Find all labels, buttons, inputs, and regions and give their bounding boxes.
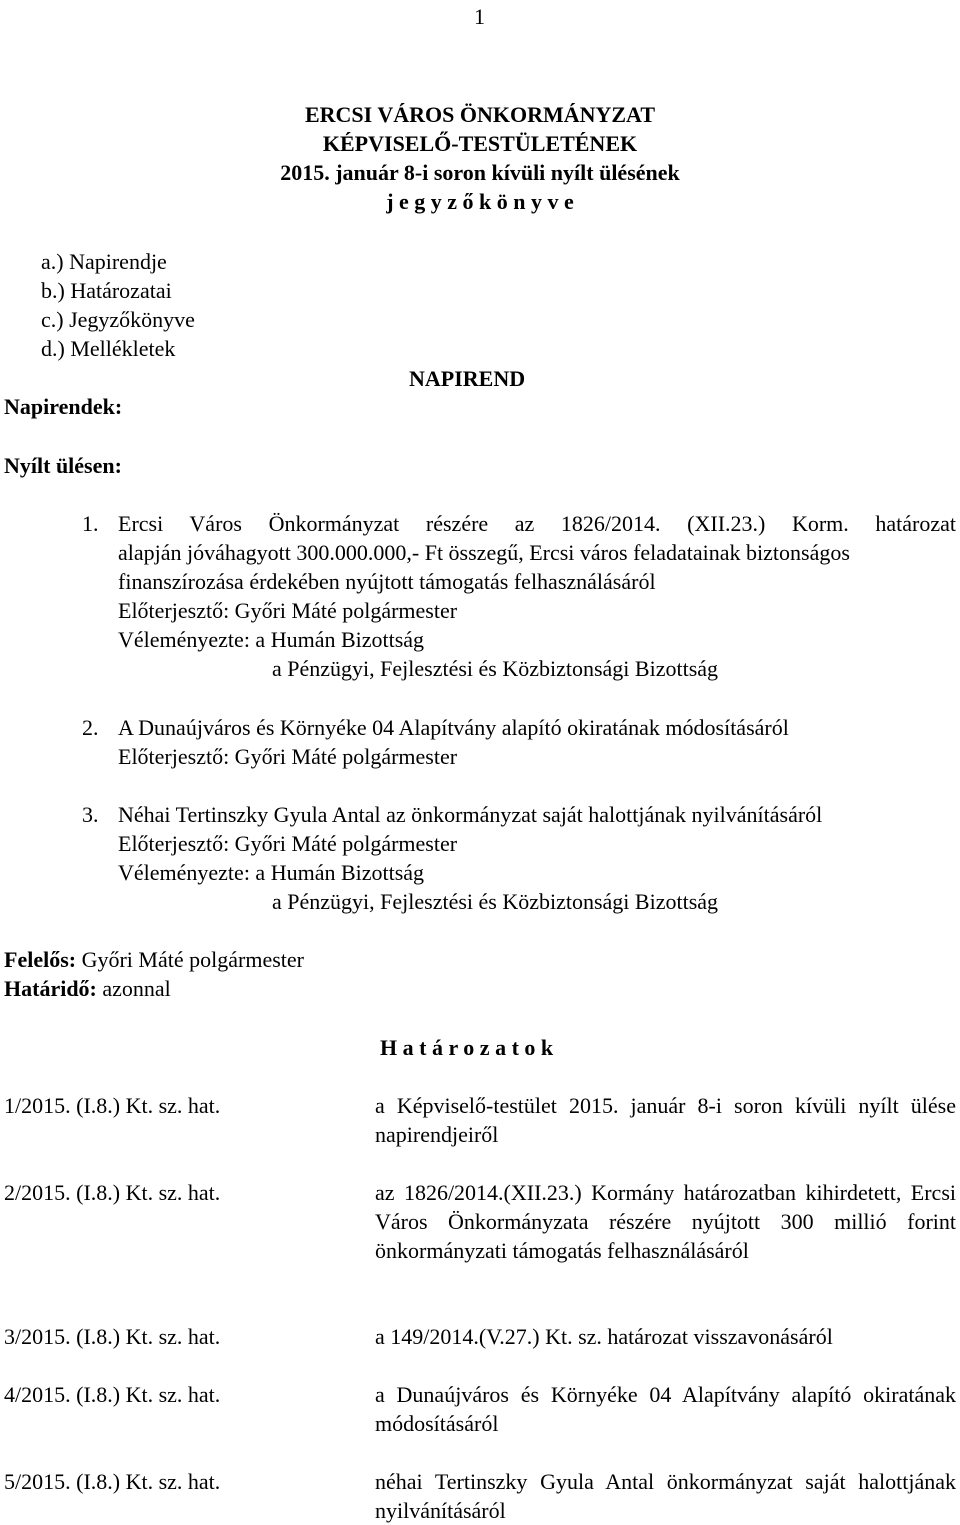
resolution-5-text: néhai Tertinszky Gyula Antal önkormányzat saját halottjának nyilvánításáról [375, 1469, 956, 1523]
agenda-1-title-line3: finanszírozása érdekében nyújtott támogatás felhasználásáról [118, 569, 656, 594]
napirendek-label: Napirendek: [4, 394, 123, 419]
agenda-3-title: Néhai Tertinszky Gyula Antal az önkormányzat saját halottjának nyilvánításáról [118, 802, 823, 827]
header-title-line1: ERCSI VÁROS ÖNKORMÁNYZAT [304, 102, 655, 127]
page-number: 1 [474, 4, 485, 29]
napirend-title: NAPIREND [409, 366, 526, 391]
header-title-line4: j e g y z ő k ö n y v e [386, 189, 574, 214]
contents-item-d: d.) Mellékletek [41, 336, 176, 361]
resolution-2-id: 2/2015. (I.8.) Kt. sz. hat. [4, 1180, 221, 1205]
felelos-label: Felelős: [4, 947, 77, 972]
agenda-1-number: 1. [82, 511, 99, 536]
hatarozatok-title: H a t á r o z a t o k [380, 1035, 554, 1060]
nyilt-ulesen-label: Nyílt ülésen: [4, 453, 122, 478]
contents-item-c: c.) Jegyzőkönyve [41, 307, 195, 332]
resolution-1-text: a Képviselő-testület 2015. január 8-i soron kívüli nyílt ülése napirendjeiről [375, 1093, 956, 1147]
agenda-1-presenter: Előterjesztő: Győri Máté polgármester [118, 598, 458, 623]
agenda-3-presenter: Előterjesztő: Győri Máté polgármester [118, 831, 458, 856]
agenda-2-number: 2. [82, 715, 99, 740]
agenda-1-title-line2: alapján jóváhagyott 300.000.000,- Ft összegű, Ercsi város feladatainak biztonságos [118, 540, 850, 565]
hatarido-value: azonnal [96, 976, 171, 1001]
agenda-1-reviewer2: a Pénzügyi, Fejlesztési és Közbiztonsági Bizottság [272, 656, 719, 681]
agenda-3-reviewer2: a Pénzügyi, Fejlesztési és Közbiztonsági Bizottság [272, 889, 719, 914]
felelos-line [4, 945, 304, 974]
header-title-line3: 2015. január 8-i soron kívüli nyílt ülésének [280, 160, 680, 185]
resolution-3-id: 3/2015. (I.8.) Kt. sz. hat. [4, 1324, 221, 1349]
agenda-1-title-line1: Ercsi Város Önkormányzat részére az 1826/2014. (XII.23.) Korm. határozat [118, 511, 956, 536]
contents-item-a: a.) Napirendje [41, 249, 167, 274]
resolution-4-text: a Dunaújváros és Környéke 04 Alapítvány alapító okiratának módosításáról [375, 1382, 956, 1436]
felelos-value: Győri Máté polgármester [76, 947, 304, 972]
agenda-1-reviewer: Véleményezte: a Humán Bizottság [118, 627, 425, 652]
header-title-line2: KÉPVISELŐ-TESTÜLETÉNEK [322, 131, 638, 156]
resolution-3-text: a 149/2014.(V.27.) Kt. sz. határozat visszavonásáról [375, 1324, 833, 1349]
resolution-1-id: 1/2015. (I.8.) Kt. sz. hat. [4, 1093, 221, 1118]
resolution-4-id: 4/2015. (I.8.) Kt. sz. hat. [4, 1382, 221, 1407]
agenda-2-presenter: Előterjesztő: Győri Máté polgármester [118, 744, 458, 769]
agenda-2-title: A Dunaújváros és Környéke 04 Alapítvány alapító okiratának módosításáról [118, 715, 789, 740]
agenda-3-number: 3. [82, 802, 99, 827]
agenda-3-reviewer: Véleményezte: a Humán Bizottság [118, 860, 425, 885]
resolution-5-id: 5/2015. (I.8.) Kt. sz. hat. [4, 1469, 221, 1494]
hatarido-label: Határidő: [4, 976, 97, 1001]
contents-item-b: b.) Határozatai [41, 278, 172, 303]
hatarido-line [4, 974, 171, 1003]
resolution-2-text: az 1826/2014.(XII.23.) Kormány határozatban kihirdetett, Ercsi Város Önkormányzata részére nyújtott 300 millió forint önkormányzati támogatás felhasználásáról [375, 1180, 956, 1263]
